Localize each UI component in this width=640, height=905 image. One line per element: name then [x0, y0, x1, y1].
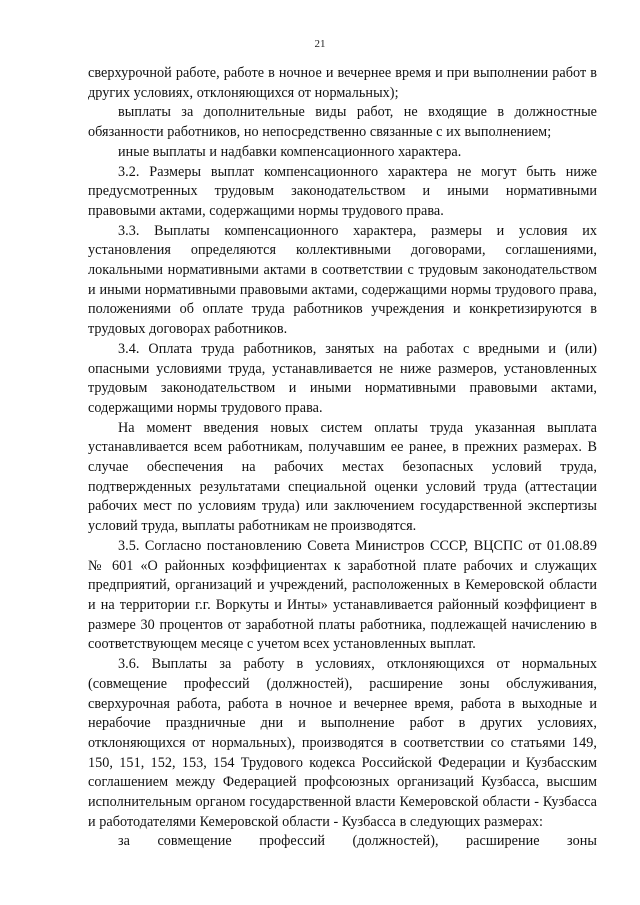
page-number: 21 [314, 38, 326, 50]
paragraph-3-4: 3.4. Оплата труда работников, занятых на работах с вредными и (или) опасными условиями труда, устанавливается не ниже размеров, установленных трудовым законодательством и иными нормативными правовыми актами, содержащими нормы трудового права. [88, 340, 597, 416]
paragraph-new-pay-systems: На момент введения новых систем оплаты труда указанная выплата устанавливается всем работникам, получавшим ее ранее, в прежних размерах. В случае обеспечения на рабочих местах безопасных условий труда, подтвержденных результатами специальной оценки условий труда (аттестации рабочих мест по условиям труда) или заключением государственной экспертизы условий труда, выплаты работникам не производятся. [88, 419, 597, 535]
body-text [88, 64, 597, 852]
paragraph-additional-work-payments: выплаты за дополнительные виды работ, не входящие в должностные обязанности работников, но непосредственно связанные с их выполнением; [88, 104, 597, 141]
paragraph-combination-of-professions: за совмещение профессий (должностей), расширение зоны [118, 833, 597, 850]
paragraph-3-6: 3.6. Выплаты за работу в условиях, отклоняющихся от нормальных (совмещение профессий (должностей), расширение зоны обслуживания, сверхурочная работа, работа в ночное и вечернее время, работа в выходные и нерабочие праздничные дни и выполнение работ в других условиях, отклоняющихся от нормальных), производятся в соответствии со статьями 149, 150, 151, 152, 153, 154 Трудового кодекса Российской Федерации и Кузбасским соглашением между Федерацией профсоюзных организаций Кузбасса, высшим исполнительным органом государственной власти Кемеровской области - Кузбасса и работодателями Кемеровской области - Кузбасса в следующих размерах: [88, 656, 597, 830]
paragraph-3-2: 3.2. Размеры выплат компенсационного характера не могут быть ниже предусмотренных трудовым законодательством и иными нормативными правовыми актами, содержащими нормы трудового права. [88, 163, 597, 219]
paragraph-continuation: сверхурочной работе, работе в ночное и вечернее время и при выполнении работ в других условиях, отклоняющихся от нормальных); [88, 65, 597, 101]
paragraph-3-5: 3.5. Согласно постановлению Совета Министров СССР, ВЦСПС от 01.08.89 № 601 «О районных коэффициентах к заработной плате рабочих и служащих предприятий, организаций и учреждений, расположенных в Кемеровской области и на территории г.г. Воркуты и Инты» устанавливается районный коэффициент в размере 30 процентов от заработной платы работника, подлежащей начислению в соответствующем месяце с учетом всех установленных выплат. [88, 537, 597, 653]
paragraph-other-payments: иные выплаты и надбавки компенсационного характера. [118, 143, 462, 160]
paragraph-3-3: 3.3. Выплаты компенсационного характера, размеры и условия их установления определяются коллективными договорами, соглашениями, локальными нормативными актами в соответствии с трудовым законодательством и иными нормативными правовыми актами, содержащими нормы трудового права, положениями об оплате труда работников учреждения и конкретизируются в трудовых договорах работников. [88, 222, 597, 338]
